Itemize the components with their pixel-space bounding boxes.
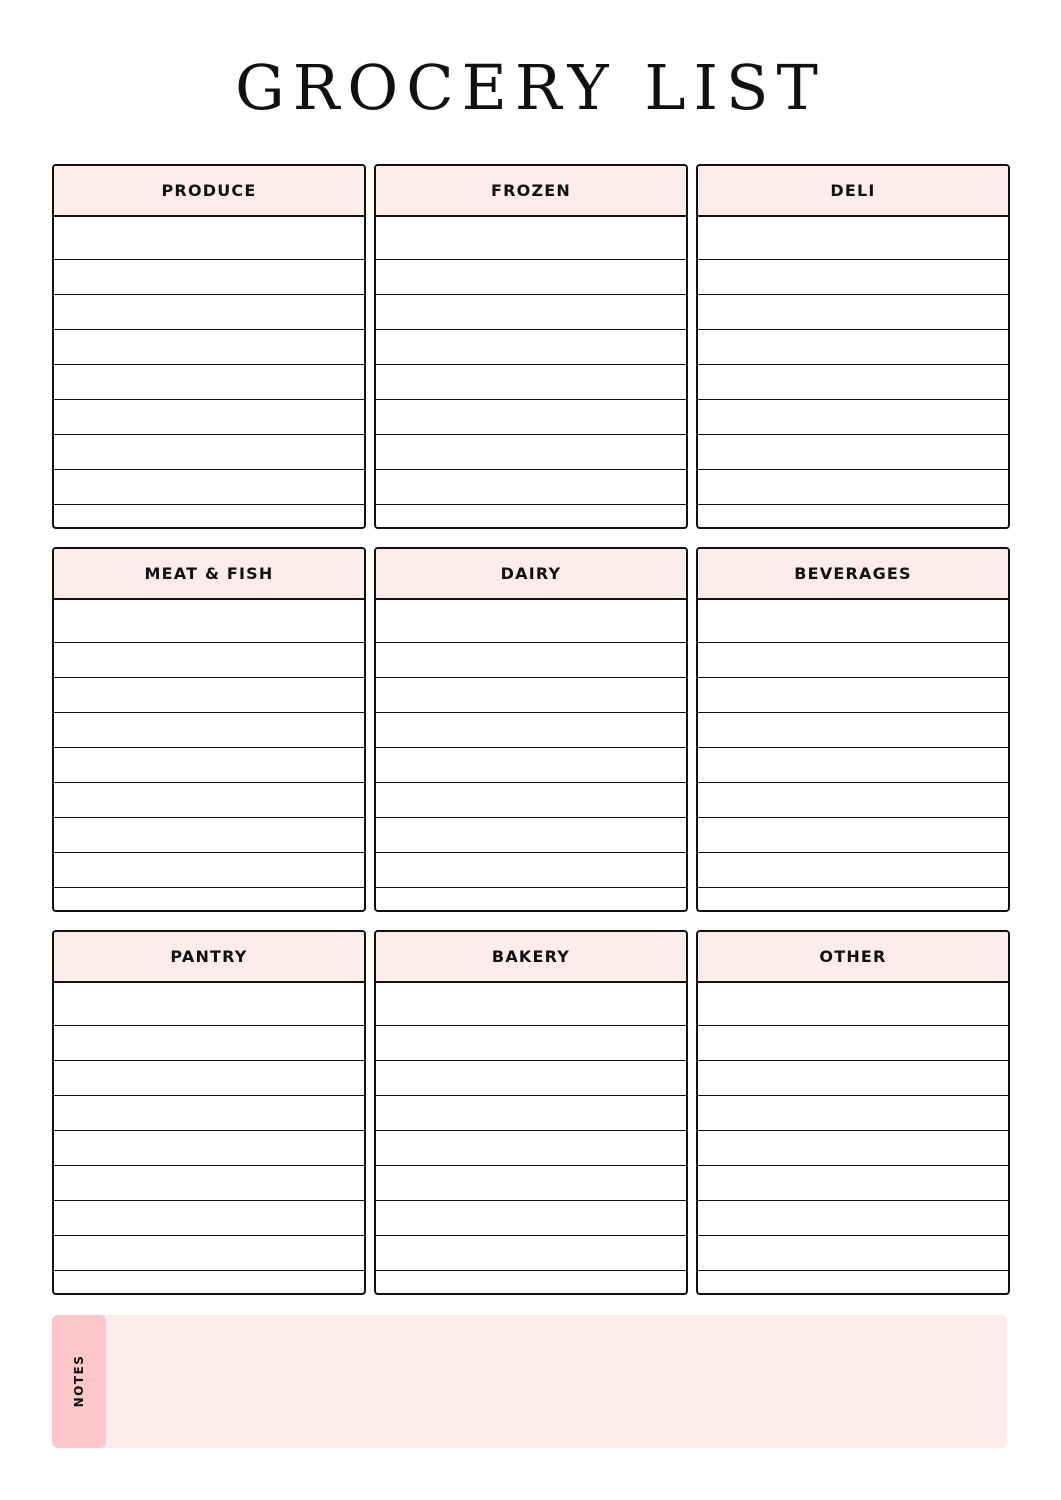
section-produce: [52, 164, 366, 529]
section-lines: [698, 600, 1008, 888]
list-line[interactable]: [376, 1166, 686, 1201]
list-line[interactable]: [54, 678, 364, 713]
list-line[interactable]: [376, 783, 686, 818]
section-meat-fish: [52, 547, 366, 912]
list-line[interactable]: [698, 853, 1008, 888]
section-lines: [54, 600, 364, 888]
list-line[interactable]: [54, 217, 364, 260]
list-line[interactable]: [54, 1026, 364, 1061]
list-line[interactable]: [698, 295, 1008, 330]
sections-grid: [52, 164, 1010, 1295]
section-lines: [376, 600, 686, 888]
page-title: GROCERY LIST: [235, 51, 826, 124]
list-line[interactable]: [54, 1096, 364, 1131]
list-line[interactable]: [54, 1201, 364, 1236]
list-line[interactable]: [54, 983, 364, 1026]
section-title: PANTRY: [170, 947, 248, 966]
list-line[interactable]: [376, 400, 686, 435]
section-beverages: [696, 547, 1010, 912]
list-line[interactable]: [54, 600, 364, 643]
section-bakery: [374, 930, 688, 1295]
section-lines: [376, 217, 686, 505]
list-line[interactable]: [376, 600, 686, 643]
section-frozen: [374, 164, 688, 529]
section-header: [376, 166, 686, 217]
section-title: BEVERAGES: [794, 564, 912, 583]
list-line[interactable]: [376, 1201, 686, 1236]
list-line[interactable]: [376, 1131, 686, 1166]
list-line[interactable]: [54, 783, 364, 818]
list-line[interactable]: [376, 643, 686, 678]
list-line[interactable]: [54, 1131, 364, 1166]
list-line[interactable]: [698, 1236, 1008, 1271]
list-line[interactable]: [376, 1096, 686, 1131]
list-line[interactable]: [698, 713, 1008, 748]
list-line[interactable]: [376, 365, 686, 400]
list-line[interactable]: [54, 435, 364, 470]
list-line[interactable]: [376, 678, 686, 713]
list-line[interactable]: [698, 1166, 1008, 1201]
list-line[interactable]: [54, 748, 364, 783]
section-lines: [54, 983, 364, 1271]
list-line[interactable]: [698, 365, 1008, 400]
list-line[interactable]: [698, 1061, 1008, 1096]
list-line[interactable]: [698, 1026, 1008, 1061]
section-header: [698, 166, 1008, 217]
section-title: MEAT & FISH: [144, 564, 274, 583]
list-line[interactable]: [376, 748, 686, 783]
notes-area[interactable]: [106, 1315, 1007, 1448]
section-title: DAIRY: [500, 564, 562, 583]
list-line[interactable]: [54, 400, 364, 435]
list-line[interactable]: [376, 295, 686, 330]
section-title: FROZEN: [491, 181, 571, 200]
list-line[interactable]: [698, 818, 1008, 853]
section-header: [376, 549, 686, 600]
section-header: [376, 932, 686, 983]
section-dairy: [374, 547, 688, 912]
list-line[interactable]: [376, 217, 686, 260]
list-line[interactable]: [698, 983, 1008, 1026]
section-title: PRODUCE: [161, 181, 257, 200]
section-deli: [696, 164, 1010, 529]
list-line[interactable]: [54, 260, 364, 295]
section-lines: [376, 983, 686, 1271]
list-line[interactable]: [698, 783, 1008, 818]
list-line[interactable]: [698, 400, 1008, 435]
list-line[interactable]: [698, 678, 1008, 713]
list-line[interactable]: [54, 1236, 364, 1271]
section-title: OTHER: [819, 947, 887, 966]
list-line[interactable]: [376, 1026, 686, 1061]
list-line[interactable]: [54, 365, 364, 400]
list-line[interactable]: [376, 1236, 686, 1271]
section-lines: [698, 217, 1008, 505]
section-pantry: [52, 930, 366, 1295]
list-line[interactable]: [376, 1061, 686, 1096]
list-line[interactable]: [698, 600, 1008, 643]
section-title: DELI: [830, 181, 876, 200]
list-line[interactable]: [698, 643, 1008, 678]
list-line[interactable]: [376, 435, 686, 470]
list-line[interactable]: [698, 330, 1008, 365]
list-line[interactable]: [698, 217, 1008, 260]
list-line[interactable]: [698, 1096, 1008, 1131]
list-line[interactable]: [376, 983, 686, 1026]
list-line[interactable]: [376, 713, 686, 748]
list-line[interactable]: [54, 330, 364, 365]
list-line[interactable]: [54, 1061, 364, 1096]
list-line[interactable]: [376, 260, 686, 295]
list-line[interactable]: [698, 1201, 1008, 1236]
list-line[interactable]: [698, 435, 1008, 470]
section-header: [54, 932, 364, 983]
section-header: [54, 549, 364, 600]
section-lines: [54, 217, 364, 505]
list-line[interactable]: [54, 853, 364, 888]
list-line[interactable]: [698, 260, 1008, 295]
list-line[interactable]: [698, 1131, 1008, 1166]
section-header: [54, 166, 364, 217]
list-line[interactable]: [698, 470, 1008, 505]
list-line[interactable]: [376, 853, 686, 888]
list-line[interactable]: [54, 1166, 364, 1201]
notes-panel: [52, 1315, 1007, 1448]
notes-tab: [52, 1315, 106, 1448]
list-line[interactable]: [54, 470, 364, 505]
section-other: [696, 930, 1010, 1295]
list-line[interactable]: [54, 713, 364, 748]
list-line[interactable]: [376, 470, 686, 505]
list-line[interactable]: [376, 330, 686, 365]
list-line[interactable]: [376, 818, 686, 853]
list-line[interactable]: [698, 748, 1008, 783]
section-header: [698, 932, 1008, 983]
section-lines: [698, 983, 1008, 1271]
section-header: [698, 549, 1008, 600]
list-line[interactable]: [54, 818, 364, 853]
notes-label: NOTES: [72, 1354, 86, 1408]
list-line[interactable]: [54, 643, 364, 678]
list-line[interactable]: [54, 295, 364, 330]
section-title: BAKERY: [491, 947, 571, 966]
